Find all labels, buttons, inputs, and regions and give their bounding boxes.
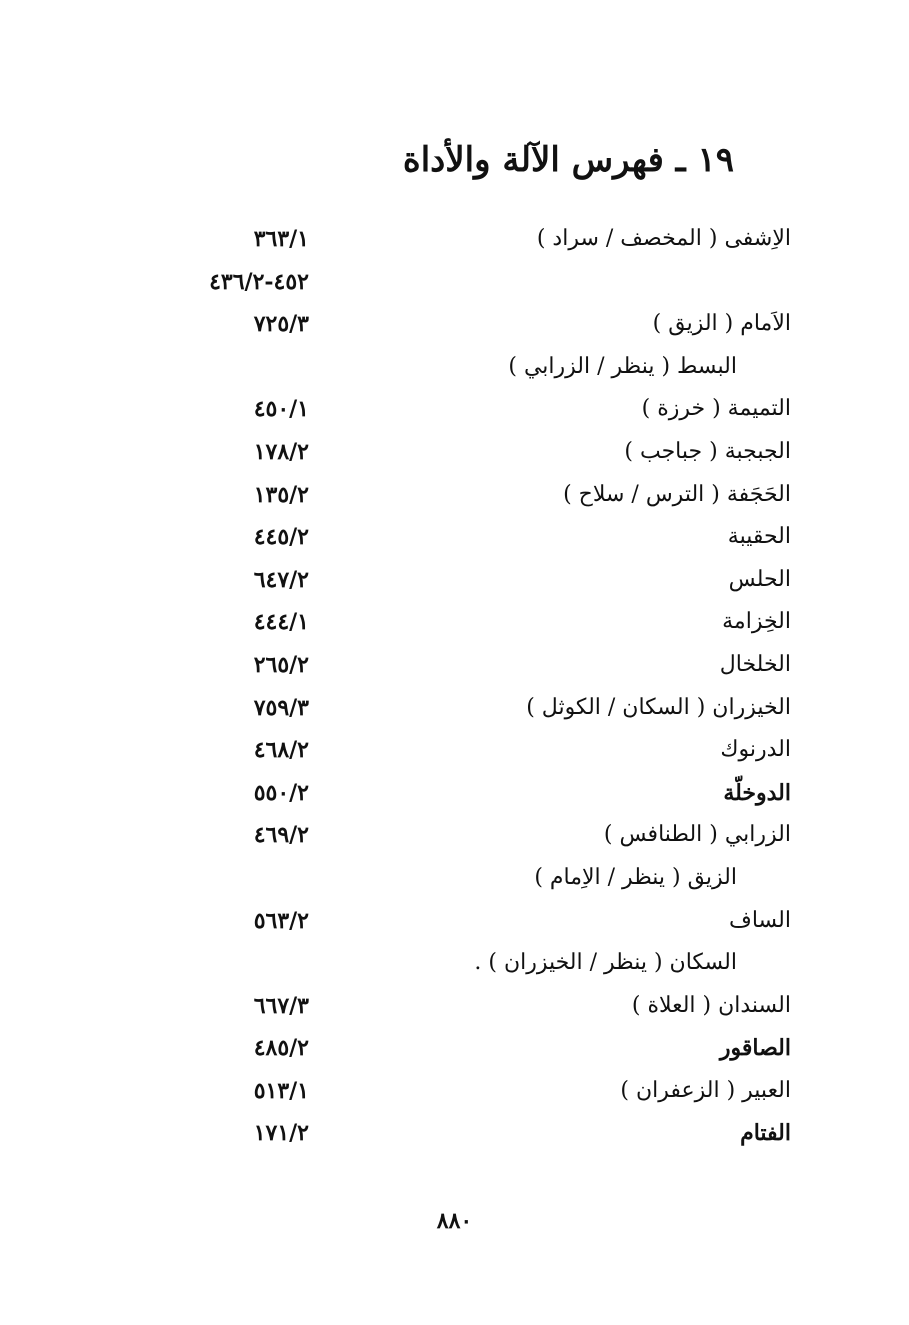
- list-item: [0, 603, 909, 646]
- entry-reference: ١٧١/٢: [253, 1120, 309, 1147]
- entry-reference: ٥١٣/١: [253, 1077, 309, 1104]
- list-item: [0, 1114, 909, 1157]
- entry-reference: ٧٥٩/٣: [253, 694, 309, 721]
- list-item: [0, 731, 909, 774]
- entry-term: التميمة ( خرزة ): [641, 396, 791, 422]
- entry-term: الخلخال: [719, 651, 791, 677]
- entry-reference: ١٧٨/٢: [253, 438, 309, 465]
- entry-reference: ١٣٥/٢: [253, 481, 309, 508]
- list-item: [0, 689, 909, 732]
- entry-term: الجبجبة ( جباجب ): [624, 438, 791, 464]
- entry-term: الدوخلّة: [723, 779, 791, 806]
- page-number: ٨٨٠: [436, 1208, 473, 1234]
- entry-reference: ٦٤٧/٢: [253, 566, 309, 593]
- entry-term: الصاقور: [719, 1035, 791, 1062]
- list-item: [0, 944, 909, 987]
- index-list: [0, 220, 909, 1157]
- list-item: [0, 1029, 909, 1072]
- list-item: [0, 816, 909, 859]
- list-item: [0, 561, 909, 604]
- entry-reference: ٣٦٣/١: [253, 226, 309, 252]
- entry-term: الفتام: [740, 1120, 791, 1147]
- entry-term: الاِشفى ( المخصف / سراد ): [536, 226, 791, 251]
- entry-reference: ٤٤٤/١: [253, 609, 309, 636]
- entry-term: الدرنوك: [720, 737, 791, 763]
- list-item: [0, 774, 909, 817]
- list-item: [0, 902, 909, 945]
- list-item: [0, 348, 909, 391]
- list-item: [0, 646, 909, 689]
- entry-reference: ٢٦٥/٢: [253, 651, 309, 678]
- list-item: [0, 518, 909, 561]
- entry-reference: ٤٦٩/٢: [253, 822, 309, 849]
- entry-reference: ٦٦٧/٣: [253, 992, 309, 1019]
- entry-term: الزيق ( ينظر / الاِمام ): [534, 864, 737, 890]
- entry-term: الخيزران ( السكان / الكوثل ): [526, 694, 791, 720]
- entry-reference: ٧٢٥/٣: [253, 311, 309, 338]
- entry-reference: ٥٦٣/٢: [253, 907, 309, 934]
- list-item: [0, 263, 909, 306]
- entry-reference: ٤٥٠/١: [253, 396, 309, 423]
- list-item: [0, 1072, 909, 1115]
- list-item: [0, 305, 909, 348]
- entry-term: الحقيبة: [727, 524, 791, 550]
- page-title: ١٩ ـ فهرس الآلة والأداة: [402, 140, 734, 180]
- entry-reference: ٤٦٨/٢: [253, 737, 309, 764]
- list-item: [0, 859, 909, 902]
- entry-term: السندان ( العلاة ): [631, 992, 791, 1018]
- entry-reference: ٤٥٢-٤٣٦/٢: [209, 268, 309, 295]
- entry-term: السكان ( ينظر / الخيزران ) .: [474, 950, 737, 976]
- list-item: [0, 987, 909, 1030]
- entry-reference: ٤٤٥/٢: [253, 524, 309, 551]
- list-item: [0, 390, 909, 433]
- entry-term: البسط ( ينظر / الزرابي ): [508, 353, 737, 379]
- entry-reference: ٤٨٥/٢: [253, 1035, 309, 1062]
- list-item: [0, 476, 909, 519]
- entry-term: الحَجَفة ( الترس / سلاح ): [563, 481, 791, 507]
- entry-term: الحلس: [728, 566, 791, 592]
- entry-term: الاَمام ( الزيق ): [652, 311, 791, 337]
- list-item: [0, 220, 909, 263]
- entry-reference: ٥٥٠/٢: [253, 779, 309, 806]
- entry-term: العبير ( الزعفران ): [620, 1077, 791, 1103]
- entry-term: الخِزامة: [722, 609, 791, 635]
- entry-term: الزرابي ( الطنافس ): [603, 822, 791, 848]
- list-item: [0, 433, 909, 476]
- entry-term: الساف: [729, 907, 791, 933]
